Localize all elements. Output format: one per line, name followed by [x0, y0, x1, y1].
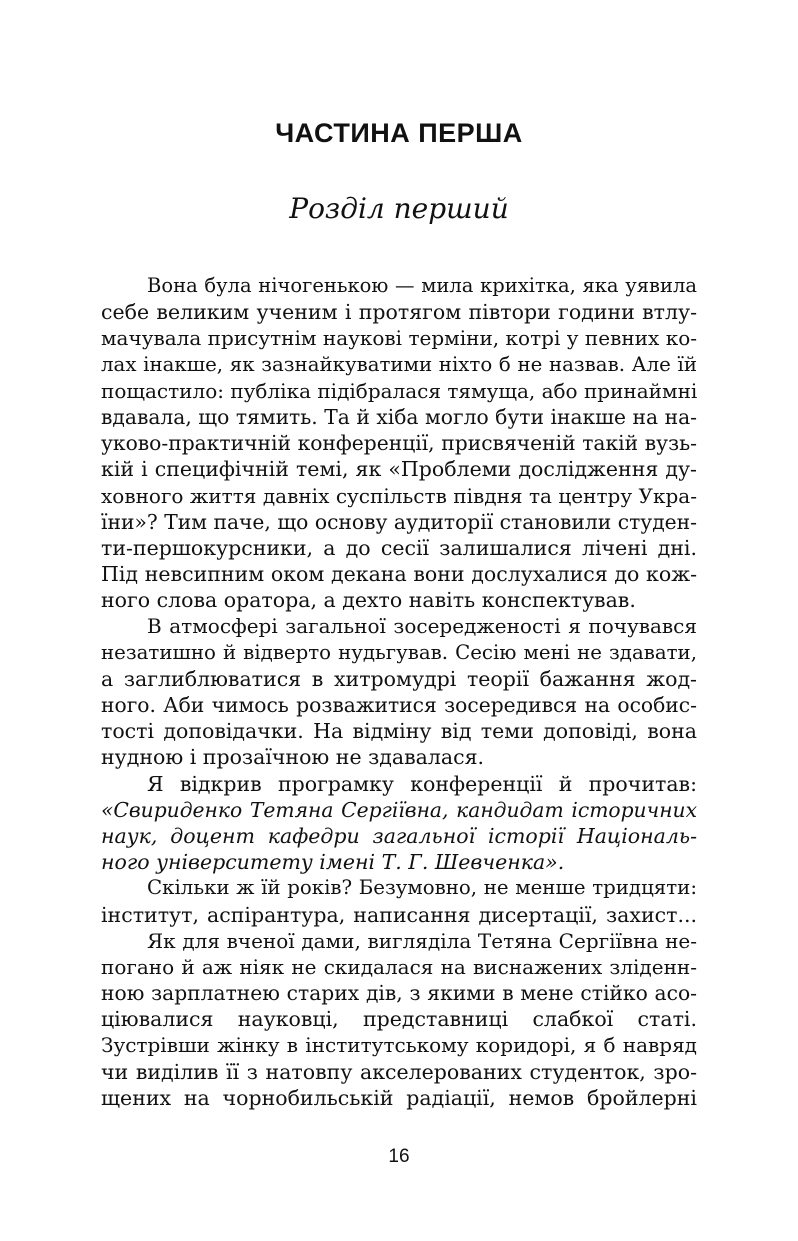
text-line: Зустрівши жінку в інститутському коридорі, я б навряд: [101, 1033, 697, 1058]
body-text: [101, 273, 697, 1111]
text-line: їни»? Тим паче, що основу аудиторії становили студен-: [101, 509, 697, 534]
text-line: чи виділив її з натовпу акселерованих студенток, зро-: [101, 1059, 697, 1084]
text-line: кій і специфічній темі, як «Проблеми дослідження ду-: [101, 457, 697, 482]
text-line: інститут, аспірантура, написання дисертації, захист...: [101, 902, 697, 927]
text-line: «Свириденко Тетяна Сергіївна, кандидат історичних: [101, 797, 697, 822]
part-title: ЧАСТИНА ПЕРША: [275, 118, 523, 148]
text-line: Скільки ж їй років? Безумовно, не менше тридцяти:: [147, 876, 697, 900]
text-line: ного слова оратора, а дехто навіть конспектував.: [101, 588, 636, 613]
chapter-title: Розділ перший: [289, 192, 509, 225]
text-line: ного університету імені Т. Г. Шевченка».: [101, 850, 565, 875]
text-line: ного. Аби чимось розважитися зосередився на особис-: [101, 693, 697, 717]
text-line: Я відкрив програмку конференції й прочитав:: [147, 771, 697, 796]
text-line: пощастило: публіка підібралася тямуща, або принаймні: [101, 378, 697, 403]
text-line: ною зарплатнею старих дів, з якими в мене стійко асо-: [101, 981, 697, 1006]
text-line: щених на чорнобильській радіації, немов бройлерні: [101, 1085, 697, 1110]
text-line: ховного життя давніх суспільств півдня та центру Укра-: [101, 483, 697, 508]
text-line: лах інакше, як зазнайкуватими ніхто б не назвав. Але їй: [101, 352, 697, 376]
text-line: ти-першокурсники, а до сесії залишалися лічені дні.: [101, 535, 697, 560]
page-number: 16: [388, 1146, 410, 1167]
text-line: Під невсипним оком декана вони дослухалися до кож-: [101, 562, 697, 587]
text-line: погано й аж ніяк не скидалася на виснажених зліденн-: [101, 954, 697, 979]
text-line: Вона була нічогенькою — мила крихітка, яка уявила: [147, 274, 697, 297]
text-line: нудною і прозаїчною не здавалася.: [101, 745, 485, 770]
text-line: наук, доцент кафедри загальної історії Національ-: [101, 823, 697, 848]
text-line: тості доповідачки. На відміну від теми доповіді, вона: [101, 719, 697, 744]
text-line: вдавала, що тямить. Та й хіба могло бути інакше на на-: [101, 404, 697, 429]
text-line: незатишно й відверто нудьгував. Сесію мені не здавати,: [101, 640, 697, 664]
text-line: ціювалися науковці, представниці слабкої статі.: [101, 1007, 697, 1032]
text-line: Як для вченої дами, вигляділа Тетяна Сергіївна не-: [147, 928, 697, 953]
text-line: уково-практичній конференції, присвяченій такій вузь-: [101, 431, 697, 456]
text-line: себе великим ученим і протягом півтори години втлу-: [101, 300, 697, 325]
text-line: а заглиблюватися в хитромудрі теорії бажання жод-: [101, 666, 697, 691]
text-line: мачувала присутнім наукові терміни, котрі у певних ко-: [101, 326, 697, 351]
text-line: В атмосфері загальної зосередженості я почувався: [147, 614, 697, 639]
